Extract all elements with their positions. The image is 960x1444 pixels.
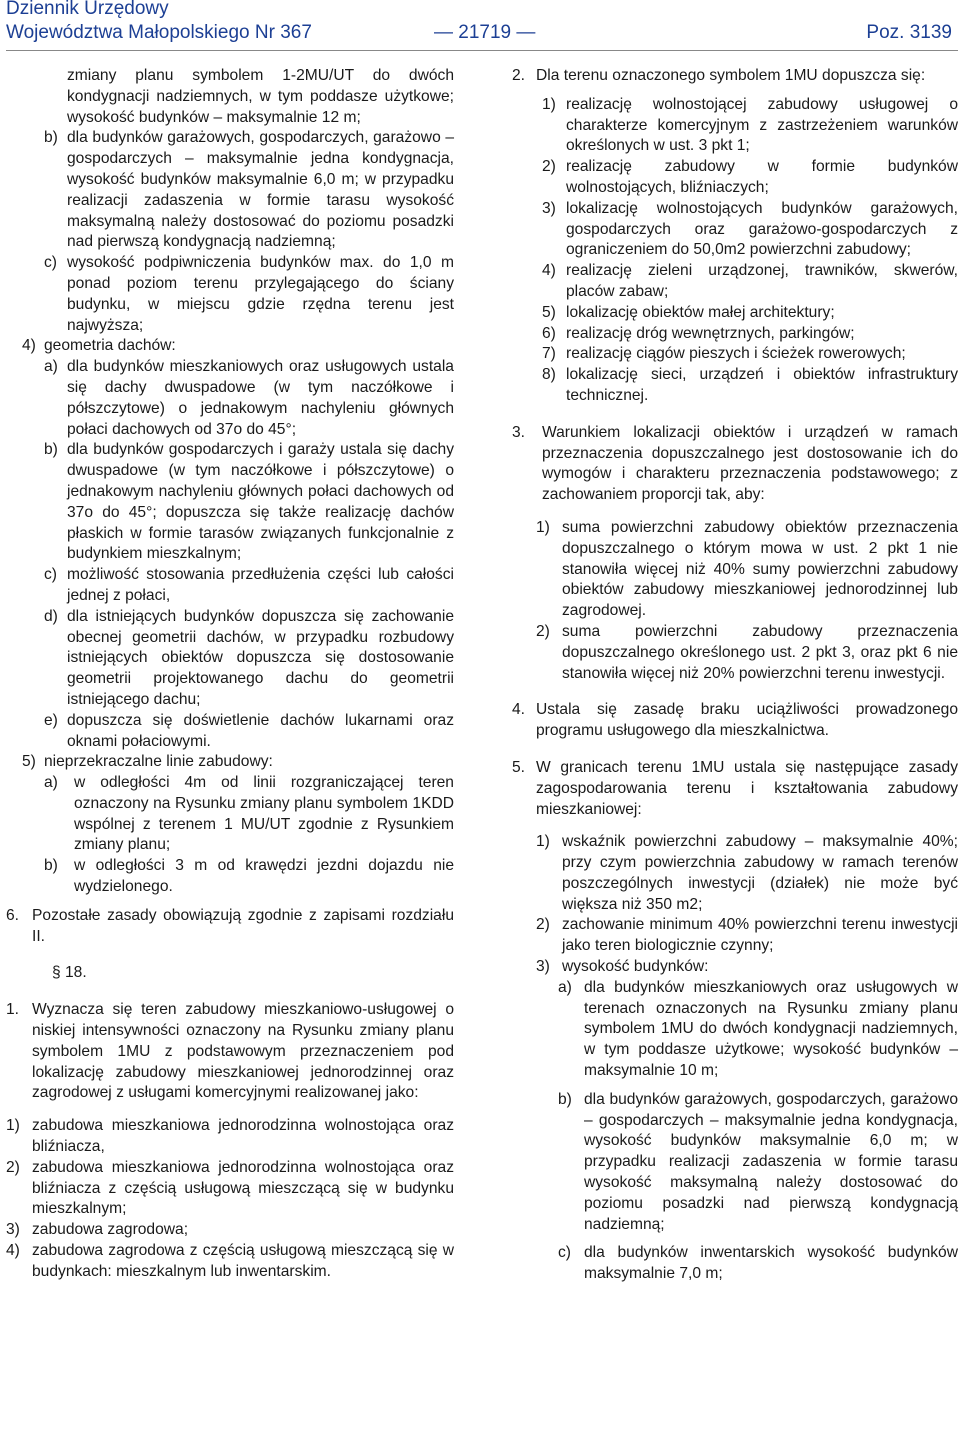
- list-marker: 4): [22, 337, 36, 355]
- list-item: [6, 1220, 454, 1241]
- list-marker: 1): [536, 518, 550, 536]
- list-item: [22, 336, 454, 357]
- list-text: lokalizację sieci, urządzeń i obiektów infrastruktury technicznej.: [566, 366, 958, 404]
- paragraph-text: Wyznacza się teren zabudowy mieszkaniowo-usługowej o niskiej intensywności oznaczony na Rysunku zmiany planu symbolem 1MU z podstawowym przeznaczeniem pod lokalizację zabudowy mieszkaniowej jednorodzinnej oraz zagrodowej z usługami komercyjnymi realizowanej jako:: [32, 1001, 454, 1102]
- section-heading: § 18.: [52, 964, 87, 982]
- list-item: [512, 157, 958, 199]
- journal-volume: Województwa Małopolskiego Nr 367: [6, 22, 312, 43]
- list-marker: a): [44, 774, 58, 792]
- list-text: realizację ciągów pieszych i ścieżek rowerowych;: [566, 345, 906, 363]
- paragraph-number: 1.: [6, 1001, 20, 1019]
- list-marker: 3): [542, 199, 556, 217]
- list-text: realizację dróg wewnętrznych, parkingów;: [566, 324, 855, 342]
- page-number: — 21719 —: [434, 22, 536, 43]
- list-text: dla budynków mieszkaniowych oraz usługowych ustala się dachy dwuspadowe (w tym naczółkowe i półszczytowe) o jednakowym nachyleniu głównych połaci dachowych od 37o do 45°;: [67, 358, 454, 438]
- list-marker: d): [44, 607, 58, 625]
- list-item: [22, 752, 454, 773]
- list-text: suma powierzchni zabudowy obiektów przeznaczenia dopuszczalnego o którym mowa w ust. 2 pkt 1 nie stanowiła więcej niż 40% sumy powierzchni zabudowy obiektów zabudowy mieszkaniowej jednorodzinnej lub zagrodowej.: [562, 518, 958, 620]
- list-marker: c): [44, 254, 57, 272]
- list-text: dla budynków garażowych, gospodarczych, garażowo – gospodarczych – maksymalnie jedna kondygnacja, wysokość budynków maksymalnie 6,0 m; w przypadku realizacji zadaszenia w formie tarasu wysokość maksymalną należy dostosować do poziomu posadzki nad pierwszą kondygnacją nadziemną;: [584, 1090, 958, 1233]
- paragraph-number: 5.: [512, 758, 526, 776]
- list-item: [512, 978, 958, 1082]
- list-item: [22, 711, 454, 753]
- list-text: dla budynków inwentarskich wysokość budynków maksymalnie 7,0 m;: [584, 1244, 958, 1283]
- list-marker: 5): [542, 303, 556, 321]
- list-item: [512, 199, 958, 261]
- list-item: [512, 1090, 958, 1236]
- list-item: [512, 518, 958, 622]
- list-item: [512, 344, 958, 365]
- paragraph-continuation: zmiany planu symbolem 1-2MU/UT do dwóch kondygnacji nadziemnych, w tym poddasze użytkowe; wysokość budynków – maksymalnie 12 m;: [67, 67, 454, 126]
- list-item: [512, 957, 958, 978]
- list-text: dla istniejących budynków dopuszcza się zachowanie obecnej geometrii dachów, w przypadku rozbudowy istniejących obiektów dopuszcza się dostosowanie geometrii projektowanego dachu do geometrii istniejącego dachu;: [67, 607, 454, 708]
- list-text: nieprzekraczalne linie zabudowy:: [44, 753, 273, 771]
- list-item: [22, 440, 454, 565]
- list-marker: 2): [542, 158, 556, 176]
- list-text: dla budynków garażowych, gospodarczych, garażowo – gospodarczych – maksymalnie jedna kondygnacja, wysokość budynków maksymalnie 6,0 m; w przypadku realizacji zadaszenia w formie tarasu wysokość maksymalną należy dostosować do poziomu posadzki nad pierwszą kondygnacją nadziemną;: [67, 129, 454, 251]
- numbered-paragraph: [512, 758, 958, 820]
- list-text: zabudowa mieszkaniowa jednorodzinna wolnostojąca oraz bliźniacza,: [32, 1117, 454, 1156]
- list-text: zabudowa zagrodowa;: [32, 1221, 189, 1239]
- list-text: zabudowa mieszkaniowa jednorodzinna wolnostojąca oraz bliźniacza z częścią usługową mieszczącą się w budynku mieszkalnym;: [32, 1158, 454, 1218]
- list-marker: 1): [6, 1117, 20, 1135]
- list-text: wysokość budynków:: [562, 958, 709, 976]
- list-text: zabudowa zagrodowa z częścią usługową mieszczącą się w budynkach: mieszkalnym lub inwentarskim.: [32, 1242, 454, 1280]
- list-text: realizację zieleni urządzonej, trawników, skwerów, placów zabaw;: [566, 262, 958, 300]
- list-item: [22, 773, 454, 856]
- list-marker: 1): [542, 95, 556, 113]
- numbered-paragraph: [512, 700, 958, 742]
- list-text: dla budynków mieszkaniowych oraz usługowych w terenach oznaczonych na Rysunku zmiany planu symbolem 1MU do dwóch kondygnacji nadziemnych, w tym poddasze użytkowe; wysokość budynków – maksymalnie 10 m;: [584, 978, 958, 1080]
- list-text: wysokość podpiwniczenia budynków max. do 1,0 m ponad poziom terenu przylegającego do ściany budynku, w miejscu gdzie rzędna terenu jest najwyższa;: [67, 254, 454, 334]
- list-text: wskaźnik powierzchni zabudowy – maksymalnie 40%; przy czym powierzchnia zabudowy w ramach terenów poszczególnych inwestycji (działek) nie może być większa niż 350 m2;: [562, 833, 958, 913]
- list-text: geometria dachów:: [44, 337, 176, 355]
- list-marker: 4): [6, 1242, 20, 1260]
- left-column: [6, 66, 454, 1283]
- paragraph-text: Warunkiem lokalizacji obiektów i urządzeń w ramach przeznaczenia dopuszczalnego jest dostosowanie ich do wymogów i charakteru przeznaczenia podstawowego; z zachowaniem proporcji tak, aby:: [542, 423, 958, 504]
- list-marker: 2): [536, 622, 550, 640]
- paragraph-text: Pozostałe zasady obowiązują zgodnie z zapisami rozdziału II.: [32, 906, 454, 945]
- list-item: [512, 622, 958, 684]
- list-item: [22, 856, 454, 898]
- list-item: [512, 261, 958, 303]
- page-header: [6, 0, 958, 51]
- paragraph-number: 2.: [512, 67, 526, 84]
- list-item: [512, 915, 958, 957]
- list-item: [512, 365, 958, 407]
- list-text: realizację wolnostojącej zabudowy usługowej o charakterze komercyjnym z zastrzeżeniem warunków określonych w ust. 3 pkt 1;: [566, 95, 958, 155]
- numbered-paragraph: [6, 1000, 454, 1104]
- paragraph-number: 3.: [512, 423, 526, 441]
- list-text: dopuszcza się doświetlenie dachów lukarnami oraz oknami połaciowymi.: [67, 711, 454, 750]
- list-text: możliwość stosowania przedłużenia części lub całości jednej z połaci,: [67, 566, 454, 604]
- list-marker: 1): [536, 833, 550, 851]
- paragraph-text: Dla terenu oznaczonego symbolem 1MU dopuszcza się:: [536, 67, 926, 84]
- list-item: [512, 324, 958, 345]
- position-number: Poz. 3139: [866, 22, 952, 43]
- list-text: dla budynków gospodarczych i garaży ustala się dachy dwuspadowe (w tym naczółkowe i półszczytowe) o jednakowym nachyleniu głównych połaci dachowych od 37o do 45°; dopuszcza się także realizację dachów płaskich w formie tarasów związanych funkcjonalnie z budynkiem mieszkalnym;: [67, 441, 454, 563]
- numbered-paragraph: [512, 66, 958, 87]
- list-marker: b): [44, 441, 58, 459]
- list-item: [512, 303, 958, 324]
- list-item: [6, 1241, 454, 1283]
- list-item: [22, 128, 454, 253]
- list-text: realizację zabudowy w formie budynków wolnostojących, bliźniaczych;: [566, 158, 958, 196]
- list-marker: 3): [536, 958, 550, 976]
- list-marker: b): [44, 129, 58, 147]
- numbered-paragraph: [6, 906, 454, 948]
- list-marker: 8): [542, 366, 556, 384]
- list-item: [512, 832, 958, 915]
- list-item: [22, 565, 454, 607]
- list-item: [22, 357, 454, 440]
- paragraph-text: Ustala się zasadę braku uciążliwości prowadzonego programu usługowego dla mieszkalnictwa.: [536, 701, 958, 740]
- list-text: zachowanie minimum 40% powierzchni terenu inwestycji jako teren biologicznie czynny;: [562, 916, 958, 955]
- list-text: lokalizację wolnostojących budynków garażowych, gospodarczych oraz garażowo-gospodarczych z ograniczeniem do 50,0m2 powierzchni zabudowy;: [566, 199, 958, 259]
- journal-title: Dziennik Urzędowy: [6, 0, 169, 19]
- list-marker: c): [44, 566, 57, 584]
- list-marker: 2): [6, 1158, 20, 1176]
- list-item: [6, 1158, 454, 1220]
- list-marker: e): [44, 711, 58, 729]
- list-item: [512, 95, 958, 157]
- list-marker: 5): [22, 753, 36, 771]
- list-marker: 7): [542, 345, 556, 363]
- list-text: lokalizację obiektów małej architektury;: [566, 303, 835, 321]
- list-item: [512, 1243, 958, 1285]
- list-marker: 4): [542, 262, 556, 280]
- list-marker: 3): [6, 1221, 20, 1239]
- list-item: [6, 1116, 454, 1158]
- list-marker: 6): [542, 324, 556, 342]
- list-marker: 2): [536, 916, 550, 934]
- paragraph-number: 4.: [512, 701, 526, 719]
- paragraph-text: W granicach terenu 1MU ustala się następujące zasady zagospodarowania terenu i kształtowania zabudowy mieszkaniowej:: [536, 758, 958, 818]
- list-text: suma powierzchni zabudowy przeznaczenia dopuszczalnego określonego ust. 2 pkt 3, oraz pkt 6 nie stanowiła więcej niż 20% powierzchni terenu inwestycji.: [562, 622, 958, 682]
- list-item: [22, 253, 454, 336]
- list-marker: b): [44, 857, 58, 875]
- list-text: w odległości 4m od linii rozgraniczającej teren oznaczony na Rysunku zmiany planu symbolem 1KDD wspólnej z terenem 1 MU/UT zgodnie z Rysunkiem zmiany planu;: [74, 774, 454, 854]
- right-column: [512, 66, 958, 1285]
- list-marker: b): [558, 1090, 572, 1108]
- list-marker: a): [558, 978, 572, 996]
- list-text: w odległości 3 m od krawędzi jezdni dojazdu nie wydzielonego.: [74, 857, 454, 896]
- list-marker: a): [44, 358, 58, 376]
- list-marker: c): [558, 1244, 571, 1262]
- list-item: [22, 607, 454, 711]
- numbered-paragraph: [512, 423, 958, 506]
- paragraph-number: 6.: [6, 906, 20, 924]
